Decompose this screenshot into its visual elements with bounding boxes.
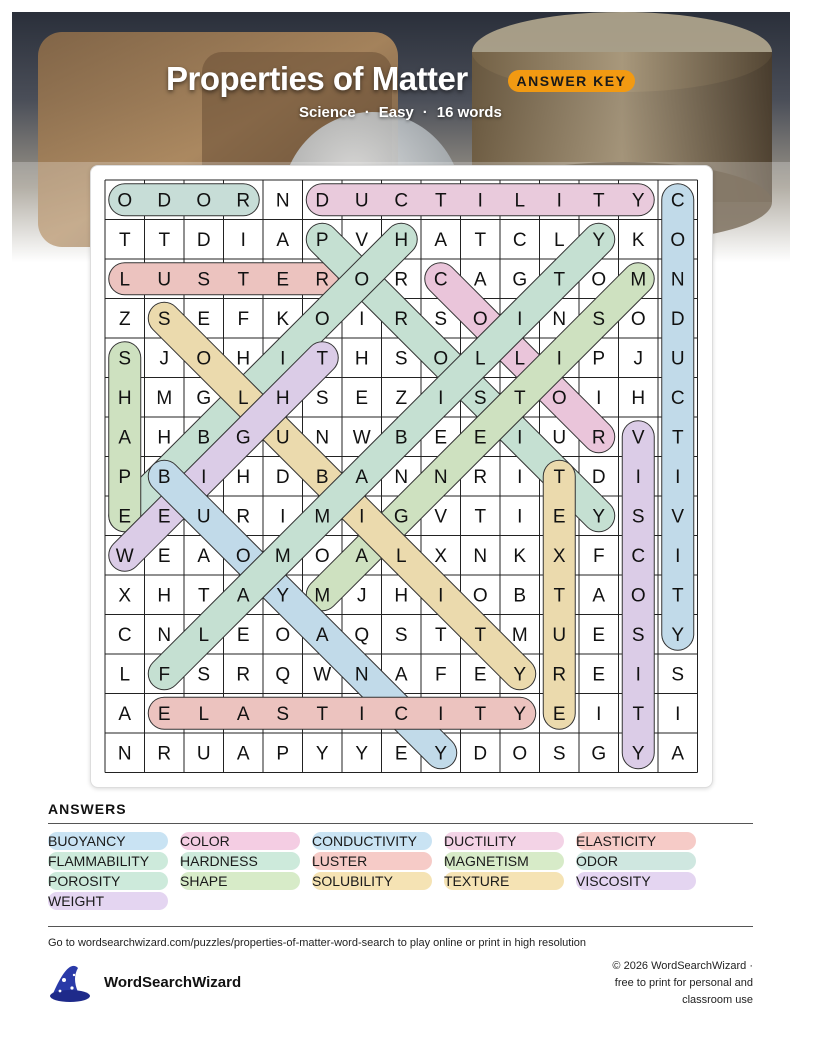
grid-letter: I (280, 506, 286, 528)
grid-letter: U (552, 624, 567, 646)
grid-letter: D (473, 743, 488, 765)
grid-letter: R (236, 506, 251, 528)
grid-letter: I (359, 506, 365, 528)
grid-letter: E (118, 506, 132, 528)
grid-letter: Y (276, 585, 290, 607)
grid-letter: H (117, 387, 132, 409)
grid-letter: I (359, 703, 365, 725)
grid-letter: Y (315, 743, 329, 765)
grid-letter: M (630, 269, 647, 291)
grid-letter: U (196, 506, 211, 528)
grid-letter: O (472, 585, 488, 607)
grid-letter: E (236, 624, 250, 646)
grid-letter: T (513, 387, 526, 409)
grid-letters (116, 190, 685, 764)
grid-letter: I (556, 190, 562, 212)
puzzle-card (90, 165, 713, 788)
grid-letter: N (354, 664, 369, 686)
grid-letter: D (670, 308, 685, 330)
grid-letter: T (592, 190, 605, 212)
grid-letter: S (157, 308, 171, 330)
grid-letter: M (274, 545, 291, 567)
answer-word: COLOR (180, 832, 300, 850)
grid-letter: V (671, 506, 685, 528)
grid-letter: Y (592, 506, 606, 528)
grid-letter: L (395, 545, 407, 567)
grid-letter: I (675, 466, 681, 488)
grid-letter: I (240, 229, 246, 251)
grid-letter: N (473, 545, 488, 567)
answer-list (48, 832, 753, 912)
grid-letter: B (315, 466, 329, 488)
grid-letter: O (591, 269, 607, 291)
grid-letter: A (236, 743, 250, 765)
grid-letter: G (591, 743, 607, 765)
grid-letter: T (671, 427, 684, 449)
grid-letter: G (512, 269, 528, 291)
grid-letter: Y (434, 743, 448, 765)
grid-letter: O (275, 624, 291, 646)
grid-letter: I (556, 348, 562, 370)
grid-letter: Y (631, 190, 645, 212)
grid-letter: O (235, 545, 251, 567)
grid-letter: C (631, 545, 646, 567)
grid-letter: B (513, 585, 527, 607)
grid-letter: I (280, 348, 286, 370)
grid-letter: T (316, 348, 329, 370)
grid-letter: E (157, 545, 171, 567)
grid-letter: A (236, 703, 250, 725)
grid-letter: X (552, 545, 566, 567)
grid-letter: U (275, 427, 290, 449)
grid-letter: I (477, 190, 483, 212)
grid-letter: O (314, 308, 330, 330)
difficulty-label: Easy (378, 104, 414, 121)
grid-letter: O (630, 308, 646, 330)
grid-letter: S (394, 624, 408, 646)
copyright-line: © 2026 WordSearchWizard · (612, 960, 753, 972)
grid-letter: T (553, 466, 566, 488)
grid-letter: L (553, 229, 565, 251)
grid-letter: O (630, 585, 646, 607)
grid-letter: A (671, 743, 685, 765)
grid-letter: I (635, 466, 641, 488)
grid-letter: L (237, 387, 249, 409)
grid-letter: U (670, 348, 685, 370)
grid-letter: X (118, 585, 132, 607)
grid-letter: K (513, 545, 527, 567)
copyright-notice (573, 958, 753, 1009)
grid-letter: C (670, 190, 685, 212)
grid-letter: Y (513, 664, 527, 686)
grid-letter: R (315, 269, 330, 291)
grid-letter: C (394, 190, 409, 212)
grid-letter: T (118, 229, 131, 251)
grid-letter: I (517, 466, 523, 488)
grid-letter: T (474, 703, 487, 725)
answer-word: TEXTURE (444, 872, 564, 890)
grid-letter: O (117, 190, 133, 212)
grid-letter: R (236, 190, 251, 212)
grid-letter: A (197, 545, 211, 567)
grid-letter: E (473, 664, 487, 686)
grid-letter: E (394, 743, 408, 765)
grid-letter: L (119, 664, 131, 686)
grid-letter: P (118, 466, 132, 488)
grid-letter: N (157, 624, 172, 646)
grid-letter: Z (118, 308, 131, 330)
grid-letter: I (675, 703, 681, 725)
grid-letter: Y (355, 743, 369, 765)
grid-letter: T (237, 269, 250, 291)
grid-letter: H (157, 585, 172, 607)
grid-letter: S (434, 308, 448, 330)
grid-letter: I (201, 466, 207, 488)
grid-letter: S (118, 348, 132, 370)
grid-letter: B (157, 466, 171, 488)
answer-word: WEIGHT (48, 892, 168, 910)
grid-letter: Y (671, 624, 685, 646)
meta-separator: · (422, 104, 428, 121)
grid-letter: A (434, 229, 448, 251)
grid-letter: M (314, 585, 331, 607)
grid-letter: S (592, 308, 606, 330)
grid-letter: L (119, 269, 131, 291)
grid-letter: T (474, 624, 487, 646)
page-title: Properties of Matter (166, 60, 468, 97)
grid-letter: Y (592, 229, 606, 251)
grid-letter: A (315, 624, 329, 646)
grid-letter: F (434, 664, 447, 686)
grid-letter: O (196, 348, 212, 370)
grid-letter: M (314, 506, 331, 528)
grid-letter: I (438, 387, 444, 409)
grid-letter: W (352, 427, 371, 449)
grid-letter: A (355, 545, 369, 567)
grid-letter: V (355, 229, 369, 251)
grid-letter: J (357, 585, 367, 607)
grid-letter: O (433, 348, 449, 370)
grid-letter: O (670, 229, 686, 251)
grid-letter: I (596, 387, 602, 409)
meta-separator: · (364, 104, 370, 121)
grid-letter: H (394, 585, 409, 607)
grid-letter: V (631, 427, 645, 449)
grid-letter: T (316, 703, 329, 725)
grid-letter: C (394, 703, 409, 725)
grid-letter: L (474, 348, 486, 370)
grid-letter: N (117, 743, 132, 765)
word-count-label: 16 words (436, 104, 502, 121)
wizard-hat-icon (48, 964, 94, 1009)
grid-letter: T (197, 585, 210, 607)
grid-letter: E (276, 269, 290, 291)
grid-letter: H (236, 466, 251, 488)
grid-letter: P (276, 743, 290, 765)
grid-letter: N (275, 190, 290, 212)
grid-letter: S (552, 743, 566, 765)
grid-letter: O (472, 308, 488, 330)
grid-letter: O (354, 269, 370, 291)
grid-letter: E (434, 427, 448, 449)
grid-letter: H (275, 387, 290, 409)
grid-letter: A (236, 585, 250, 607)
grid-letter: I (635, 664, 641, 686)
grid-letter: N (433, 466, 448, 488)
grid-letter: C (512, 229, 527, 251)
grid-letter: I (517, 427, 523, 449)
grid-letter: V (434, 506, 448, 528)
answer-word: VISCOSITY (576, 872, 696, 890)
grid-letter: P (592, 348, 606, 370)
grid-letter: A (592, 585, 606, 607)
answer-word: FLAMMABILITY (48, 852, 168, 870)
grid-letter: A (118, 427, 132, 449)
grid-letter: I (517, 506, 523, 528)
answer-word: BUOYANCY (48, 832, 168, 850)
grid-letter: K (631, 229, 645, 251)
grid-letter: D (157, 190, 172, 212)
grid-letter: E (157, 703, 171, 725)
copyright-line: free to print for personal and (614, 977, 753, 989)
divider (48, 926, 753, 927)
grid-letter: N (315, 427, 330, 449)
grid-letter: R (157, 743, 172, 765)
answer-word: SOLUBILITY (312, 872, 432, 890)
grid-letter: E (552, 506, 566, 528)
grid-letter: C (433, 269, 448, 291)
grid-letter: U (354, 190, 369, 212)
grid-letter: I (438, 585, 444, 607)
grid-letter: S (631, 624, 645, 646)
grid-letter: J (159, 348, 169, 370)
grid-letter: L (514, 348, 526, 370)
grid-letter: M (156, 387, 173, 409)
grid-letter: G (235, 427, 251, 449)
puzzle-meta (299, 104, 502, 121)
grid-letter: Y (513, 703, 527, 725)
grid-letter: W (313, 664, 332, 686)
grid-letter: A (118, 703, 132, 725)
grid-letter: S (197, 269, 211, 291)
grid-letter: O (551, 387, 567, 409)
grid-letter: H (236, 348, 251, 370)
answer-word: MAGNETISM (444, 852, 564, 870)
grid-letter: L (514, 190, 526, 212)
grid-letter: T (474, 229, 487, 251)
grid-letter: T (474, 506, 487, 528)
answers-heading: ANSWERS (48, 801, 127, 817)
answer-word: ODOR (576, 852, 696, 870)
word-search-grid (91, 166, 712, 787)
subject-label: Science (299, 104, 356, 121)
grid-letter: G (393, 506, 409, 528)
grid-letter: S (394, 348, 408, 370)
grid-letter: A (276, 229, 290, 251)
grid-letter: A (394, 664, 408, 686)
grid-letter: E (473, 427, 487, 449)
grid-letter: T (632, 703, 645, 725)
grid-letter: S (197, 664, 211, 686)
footer-url-text: Go to wordsearchwizard.com/puzzles/properties-of-matter-word-search to play online or print in high resolution (48, 937, 587, 949)
grid-letter: R (473, 466, 488, 488)
grid-letter: D (275, 466, 290, 488)
grid-letter: I (359, 308, 365, 330)
grid-letter: H (394, 229, 409, 251)
grid-letter: O (196, 190, 212, 212)
grid-letter: K (276, 308, 290, 330)
grid-letter: W (115, 545, 134, 567)
grid-letter: S (315, 387, 329, 409)
grid-letter: D (196, 229, 211, 251)
grid-letter: T (671, 585, 684, 607)
grid-letter: S (671, 664, 685, 686)
answer-word: CONDUCTIVITY (312, 832, 432, 850)
grid-letter: J (633, 348, 643, 370)
grid-letter: P (315, 229, 329, 251)
grid-letter: T (434, 190, 447, 212)
grid-letter: E (355, 387, 369, 409)
grid-letter: I (596, 703, 602, 725)
grid-letter: T (553, 269, 566, 291)
answer-word: DUCTILITY (444, 832, 564, 850)
grid-letter: L (198, 624, 210, 646)
grid-letter: F (158, 664, 171, 686)
brand-name: WordSearchWizard (104, 974, 242, 991)
grid-letter: N (394, 466, 409, 488)
grid-letter: Y (631, 743, 645, 765)
grid-letter: I (438, 703, 444, 725)
answer-key-badge: ANSWER KEY (508, 70, 635, 92)
grid-letter: R (236, 664, 251, 686)
grid-letter: C (670, 387, 685, 409)
grid-letter: B (197, 427, 211, 449)
grid-letter: I (517, 308, 523, 330)
grid-letter: H (157, 427, 172, 449)
copyright-line: classroom use (682, 994, 753, 1006)
grid-letter: S (473, 387, 487, 409)
grid-letter: H (354, 348, 369, 370)
grid-letter: U (196, 743, 211, 765)
grid-letter: B (394, 427, 408, 449)
grid-letter: R (394, 308, 409, 330)
answer-word: LUSTER (312, 852, 432, 870)
grid-letter: U (157, 269, 172, 291)
grid-letter: O (314, 545, 330, 567)
grid-letter: H (631, 387, 646, 409)
grid-letter: Q (354, 624, 370, 646)
grid-letter: X (434, 545, 448, 567)
grid-letter: S (631, 506, 645, 528)
grid-letter: T (434, 624, 447, 646)
grid-letter: I (675, 545, 681, 567)
grid-letter: R (552, 664, 567, 686)
grid-letter: A (355, 466, 369, 488)
grid-letter: U (552, 427, 567, 449)
grid-letter: D (315, 190, 330, 212)
grid-letter: E (592, 624, 606, 646)
grid-letter: Q (275, 664, 291, 686)
grid-letter: D (591, 466, 606, 488)
grid-letter: F (592, 545, 605, 567)
grid-letter: N (670, 269, 685, 291)
grid-letter: F (237, 308, 250, 330)
answer-word: ELASTICITY (576, 832, 696, 850)
grid-letter: E (197, 308, 211, 330)
grid-letter: R (591, 427, 606, 449)
grid-letter: A (473, 269, 487, 291)
grid-letter: T (553, 585, 566, 607)
divider (48, 823, 753, 824)
answer-word: SHAPE (180, 872, 300, 890)
grid-letter: E (552, 703, 566, 725)
grid-letter: T (158, 229, 171, 251)
grid-letter: S (276, 703, 290, 725)
answer-word: POROSITY (48, 872, 168, 890)
answer-word: HARDNESS (180, 852, 300, 870)
grid-letter: N (552, 308, 567, 330)
grid-letter: E (157, 506, 171, 528)
grid-letter: R (394, 269, 409, 291)
grid-letter: Z (395, 387, 408, 409)
grid-letter: O (512, 743, 528, 765)
grid-letter: G (196, 387, 212, 409)
grid-letter: C (117, 624, 132, 646)
grid-letter: E (592, 664, 606, 686)
grid-letter: M (511, 624, 528, 646)
grid-letter: L (198, 703, 210, 725)
